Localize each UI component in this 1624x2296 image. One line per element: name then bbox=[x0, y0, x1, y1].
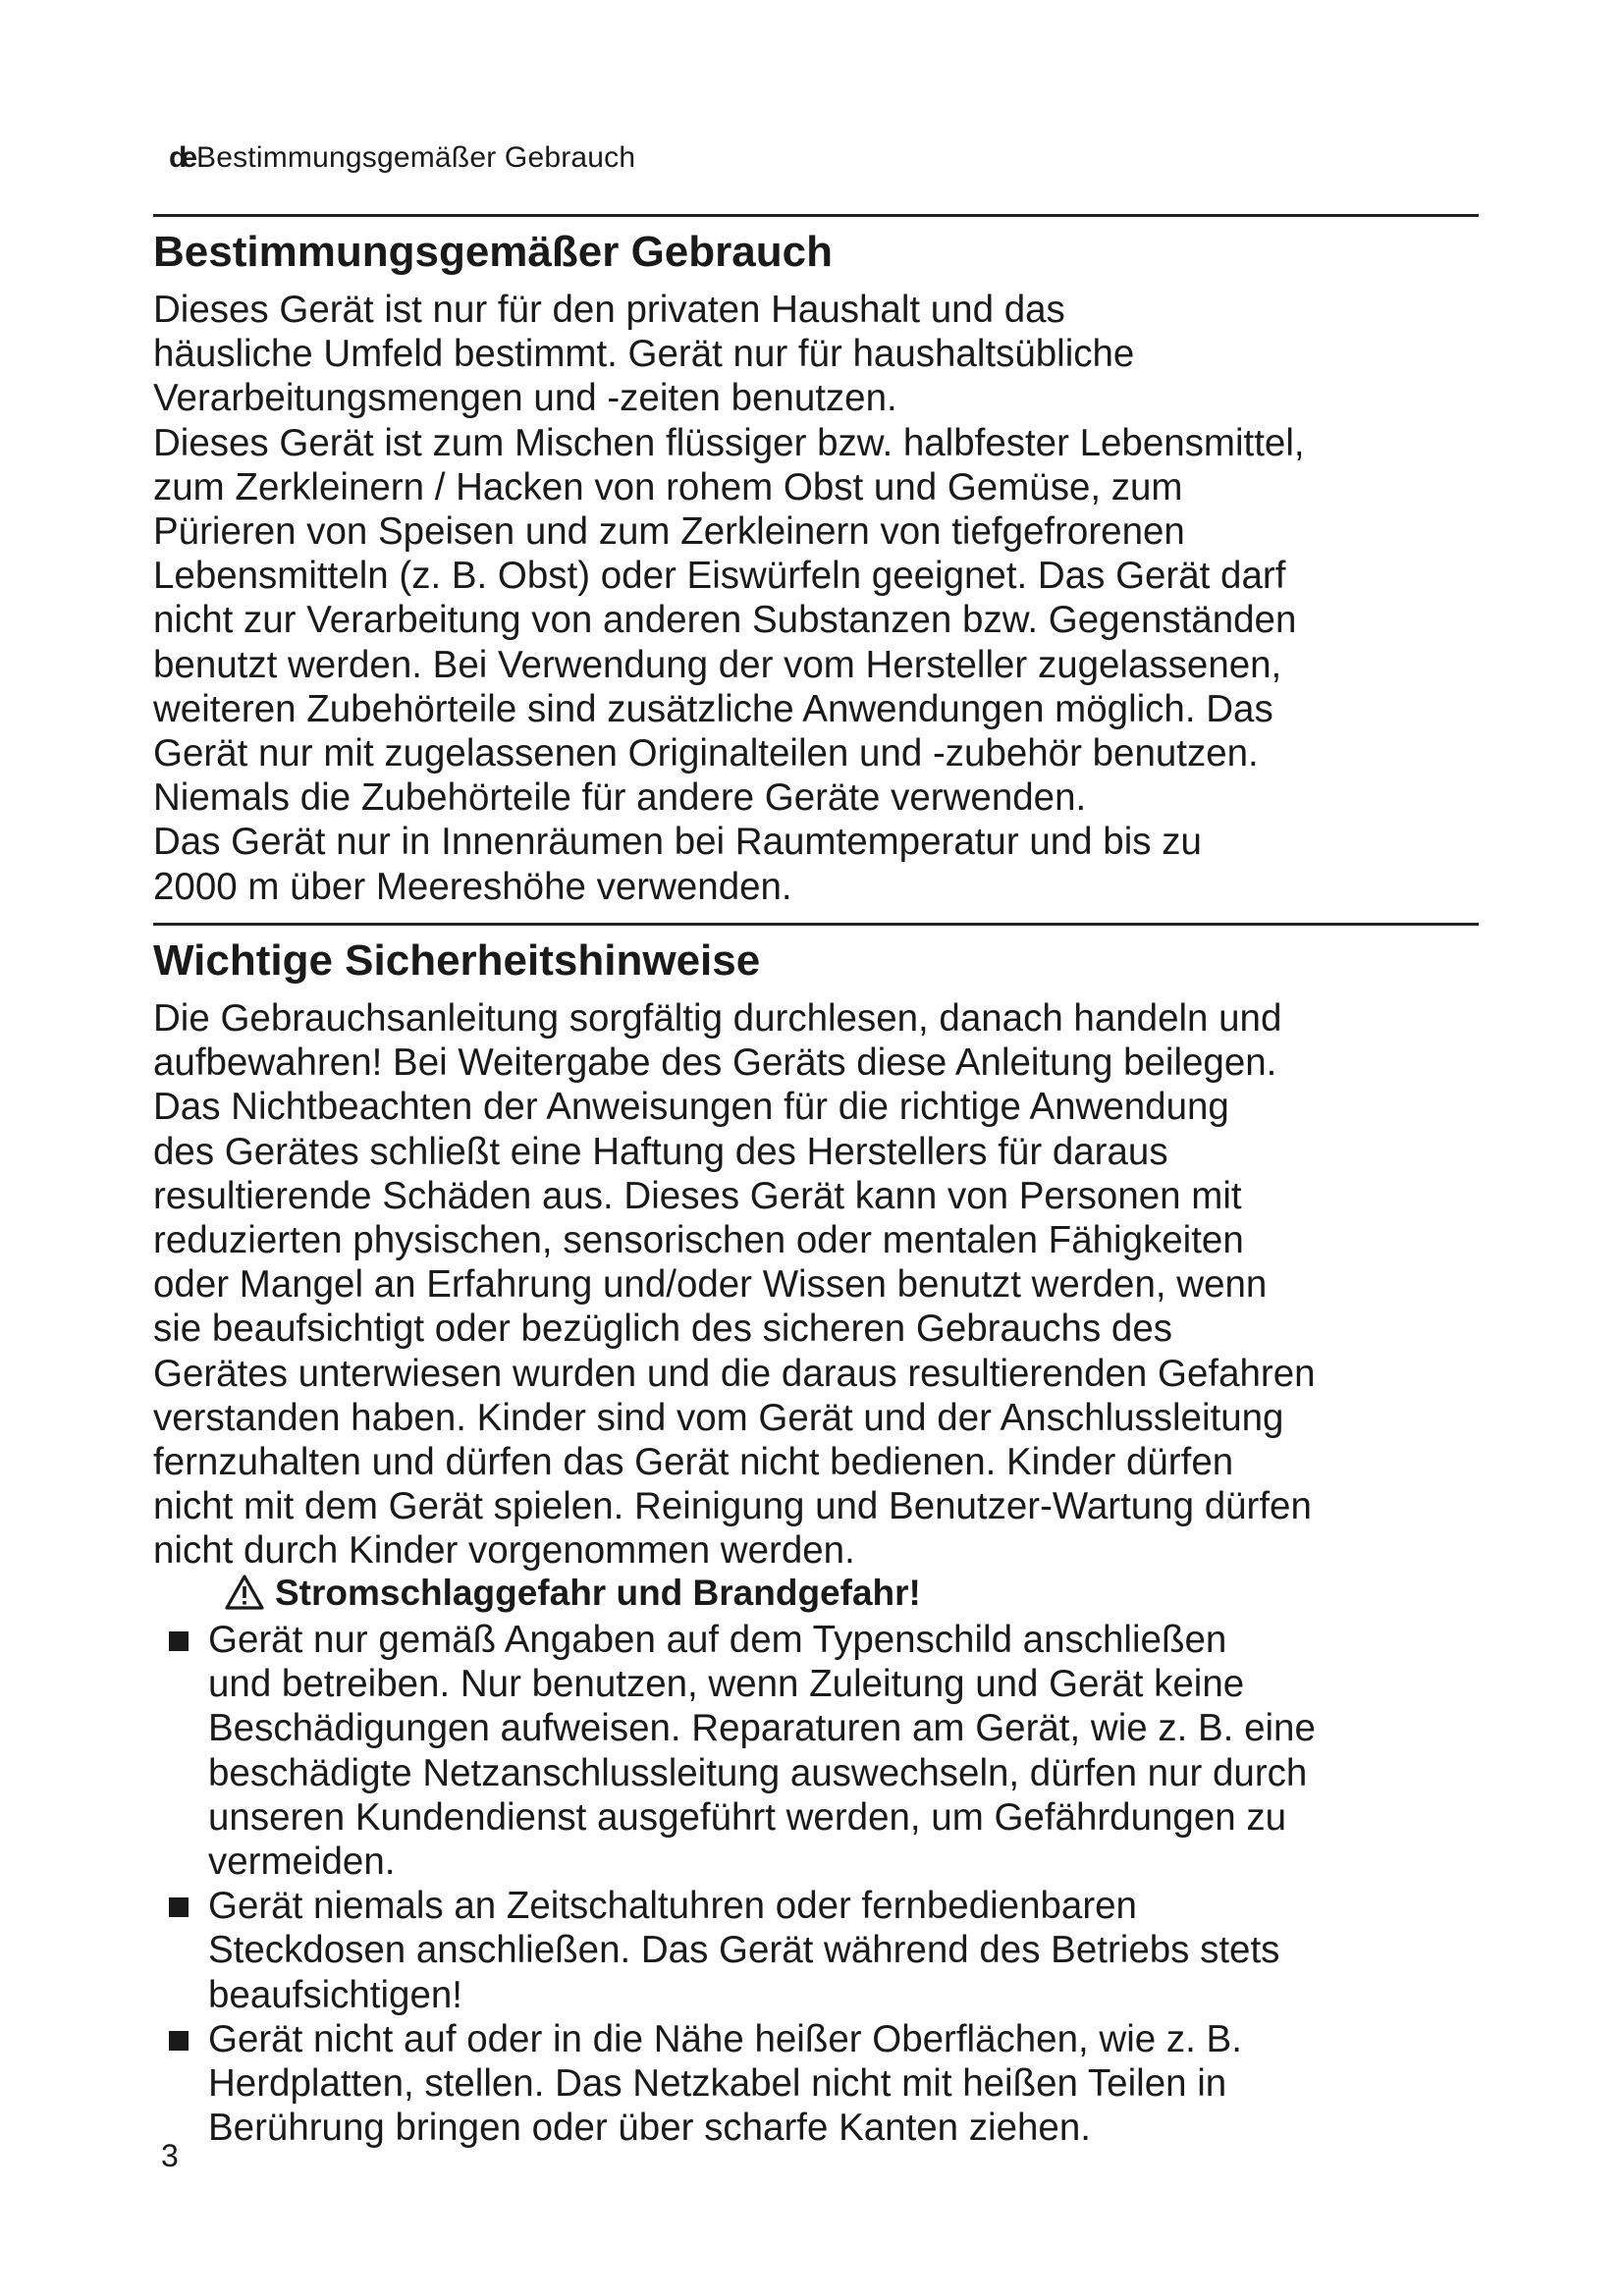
warning-bullet-list bbox=[189, 1618, 1494, 2150]
text-line: nicht zur Verarbeitung von anderen Substanzen bzw. Gegenständen bbox=[153, 599, 1297, 642]
warning-title: Stromschlaggefahr und Brandgefahr! bbox=[275, 1573, 921, 1613]
text-line bbox=[189, 1618, 1494, 1662]
language-code: de bbox=[169, 141, 192, 174]
bullet-square-icon bbox=[169, 2031, 189, 2051]
warning-heading bbox=[224, 1571, 921, 1616]
text-line: benutzt werden. Bei Verwendung der vom Hersteller zugelassenen, bbox=[153, 643, 1282, 686]
running-header bbox=[169, 141, 635, 175]
text-line: unseren Kundendienst ausgeführt werden, um Gefährdungen zu bbox=[208, 1795, 1287, 1839]
text-line: weiteren Zubehörteile sind zusätzliche Anwendungen möglich. Das bbox=[153, 687, 1273, 730]
page-number: 3 bbox=[161, 2138, 179, 2173]
bullet-square-icon bbox=[169, 1897, 189, 1917]
section-intended-use bbox=[153, 214, 1479, 909]
section-safety-instructions bbox=[153, 923, 1479, 1574]
section-divider bbox=[153, 214, 1479, 217]
text-line: Dieses Gerät ist nur für den privaten Haushalt und das bbox=[153, 289, 1065, 331]
text-line: Das Gerät nur in Innenräumen bei Raumtemperatur und bis zu bbox=[153, 821, 1202, 864]
text-line: Berührung bringen oder über scharfe Kanten ziehen. bbox=[208, 2107, 1091, 2150]
text-line: Pürieren von Speisen und zum Zerkleinern von tiefgefrorenen bbox=[153, 510, 1185, 554]
text-line: Gerät nicht auf oder in die Nähe heißer Oberflächen, wie z. B. bbox=[208, 2017, 1242, 2060]
text-line bbox=[189, 2017, 1494, 2061]
text-line bbox=[189, 1884, 1494, 1928]
text-line: Die Gebrauchsanleitung sorgfältig durchlesen, danach handeln und bbox=[153, 997, 1282, 1040]
text-line: beaufsichtigen! bbox=[208, 1973, 462, 2016]
text-line: zum Zerkleinern / Hacken von rohem Obst und Gemüse, zum bbox=[153, 465, 1183, 508]
text-line: resultierende Schäden aus. Dieses Gerät kann von Personen mit bbox=[153, 1174, 1242, 1217]
text-line: Gerät niemals an Zeitschaltuhren oder fernbedienbaren bbox=[208, 1885, 1137, 1928]
text-line: Lebensmitteln (z. B. Obst) oder Eiswürfeln geeignet. Das Gerät darf bbox=[153, 555, 1286, 598]
text-line: beschädigte Netzanschlussleitung auswechseln, dürfen nur durch bbox=[208, 1751, 1308, 1794]
text-line: Das Nichtbeachten der Anweisungen für die richtige Anwendung bbox=[153, 1086, 1229, 1129]
section-divider bbox=[153, 923, 1479, 926]
text-line: Steckdosen anschließen. Das Gerät während des Betriebs stets bbox=[208, 1929, 1280, 1972]
text-line: oder Mangel an Erfahrung und/oder Wissen benutzt werden, wenn bbox=[153, 1263, 1268, 1307]
section-heading: Bestimmungsgemäßer Gebrauch bbox=[153, 228, 833, 276]
text-line: aufbewahren! Bei Weitergabe des Geräts diese Anleitung beilegen. bbox=[153, 1041, 1277, 1085]
text-line: sie beaufsichtigt oder bezüglich des sicheren Gebrauchs des bbox=[153, 1308, 1172, 1351]
text-line: 2000 m über Meereshöhe verwenden. bbox=[153, 865, 792, 908]
text-line: vermeiden. bbox=[208, 1841, 396, 1884]
text-line: Verarbeitungsmengen und -zeiten benutzen. bbox=[153, 377, 897, 420]
text-line: Herdplatten, stellen. Das Netzkabel nicht mit heißen Teilen in bbox=[208, 2062, 1227, 2106]
text-line: nicht durch Kinder vorgenommen werden. bbox=[153, 1529, 855, 1573]
text-line: verstanden haben. Kinder sind vom Gerät und der Anschlussleitung bbox=[153, 1396, 1284, 1439]
text-line: nicht mit dem Gerät spielen. Reinigung und Benutzer-Wartung dürfen bbox=[153, 1485, 1312, 1528]
text-line: Dieses Gerät ist zum Mischen flüssiger bzw. halbfester Lebensmittel, bbox=[153, 421, 1305, 464]
text-line: Gerätes unterwiesen wurden und die daraus resultierenden Gefahren bbox=[153, 1352, 1316, 1395]
text-line: reduzierten physischen, sensorischen oder mentalen Fähigkeiten bbox=[153, 1219, 1244, 1262]
text-line: Niemals die Zubehörteile für andere Geräte verwenden. bbox=[153, 776, 1087, 820]
section-body bbox=[153, 996, 1479, 1574]
text-line: und betreiben. Nur benutzen, wenn Zuleitung und Gerät keine bbox=[208, 1663, 1245, 1706]
text-line: des Gerätes schließt eine Haftung des Herstellers für daraus bbox=[153, 1130, 1168, 1173]
section-heading: Wichtige Sicherheitshinweise bbox=[153, 936, 761, 985]
warning-triangle-icon bbox=[224, 1574, 265, 1611]
text-line: Gerät nur gemäß Angaben auf dem Typenschild anschließen bbox=[208, 1619, 1227, 1661]
list-item bbox=[189, 2017, 1494, 2151]
text-line: Beschädigungen aufweisen. Reparaturen am Gerät, wie z. B. eine bbox=[208, 1707, 1316, 1750]
text-line: häusliche Umfeld bestimmt. Gerät nur für haushaltsübliche bbox=[153, 333, 1135, 376]
running-header-title: Bestimmungsgemäßer Gebrauch bbox=[196, 141, 636, 174]
section-body bbox=[153, 288, 1479, 909]
list-item bbox=[189, 1884, 1494, 2017]
text-line: Gerät nur mit zugelassenen Originalteilen und -zubehör benutzen. bbox=[153, 732, 1259, 775]
list-item bbox=[189, 1618, 1494, 1884]
text-line: fernzuhalten und dürfen das Gerät nicht bedienen. Kinder dürfen bbox=[153, 1441, 1234, 1484]
bullet-square-icon bbox=[169, 1631, 189, 1651]
